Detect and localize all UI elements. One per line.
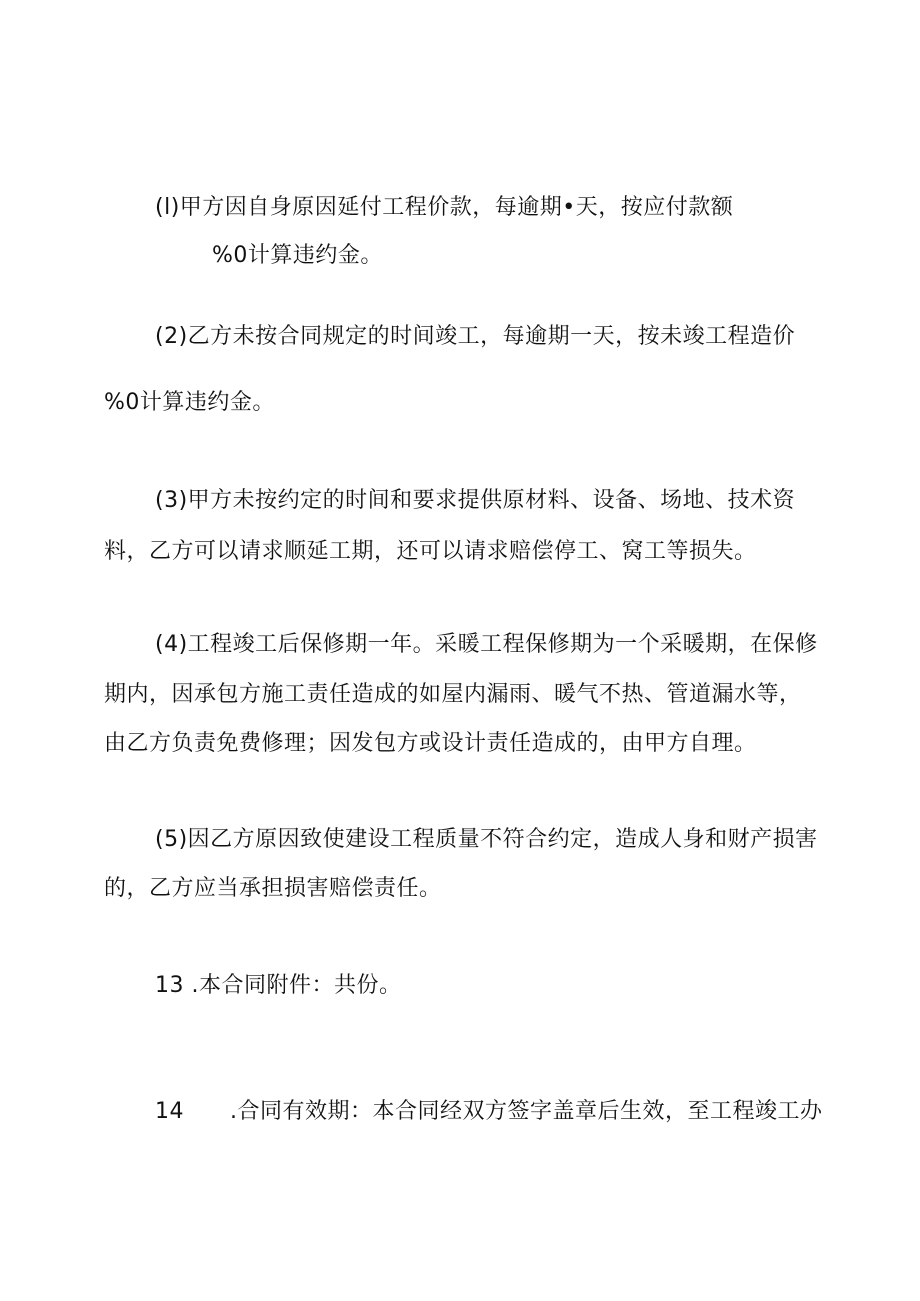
paragraph-4-line-1: (4)工程竣工后保修期一年。采暖工程保修期为一个采暖期，在保修 [155,632,818,657]
paragraph-5-line-2: 的，乙方应当承担损害赔偿责任。 [104,876,442,901]
clause-13-text: .本合同附件：共份。 [191,973,402,998]
paragraph-2-line-2: %0计算违约金。 [104,390,275,415]
paragraph-4-line-3: 由乙方负责免费修理；因发包方或设计责任造成的，由甲方自理。 [104,731,757,756]
paragraph-3-line-1: (3)甲方未按约定的时间和要求提供原材料、设备、场地、技术资 [155,488,796,513]
paragraph-5-line-1: (5)因乙方原因致使建设工程质量不符合约定，造成人身和财产损害 [155,827,818,852]
paragraph-1-line-1: (l)甲方因自身原因延付工程价款，每逾期•天，按应付款额 [155,195,734,220]
paragraph-2-line-1: (2)乙方未按合同规定的时间竣工，每逾期一天，按未竣工程造价 [155,324,796,349]
paragraph-3-line-2: 料，乙方可以请求顺延工期，还可以请求赔偿停工、窝工等损失。 [104,539,757,564]
paragraph-1-line-2: %0计算违约金。 [212,243,383,268]
paragraph-4-line-2: 期内，因承包方施工责任造成的如屋内漏雨、暖气不热、管道漏水等， [104,682,802,707]
clause-13-number: 13 [155,973,184,998]
clause-14 [155,1097,823,1127]
clause-14-number: 14 [155,1099,184,1124]
clause-14-text: .合同有效期：本合同经双方签字盖章后生效，至工程竣工办 [230,1099,823,1124]
clause-13 [155,971,402,1001]
